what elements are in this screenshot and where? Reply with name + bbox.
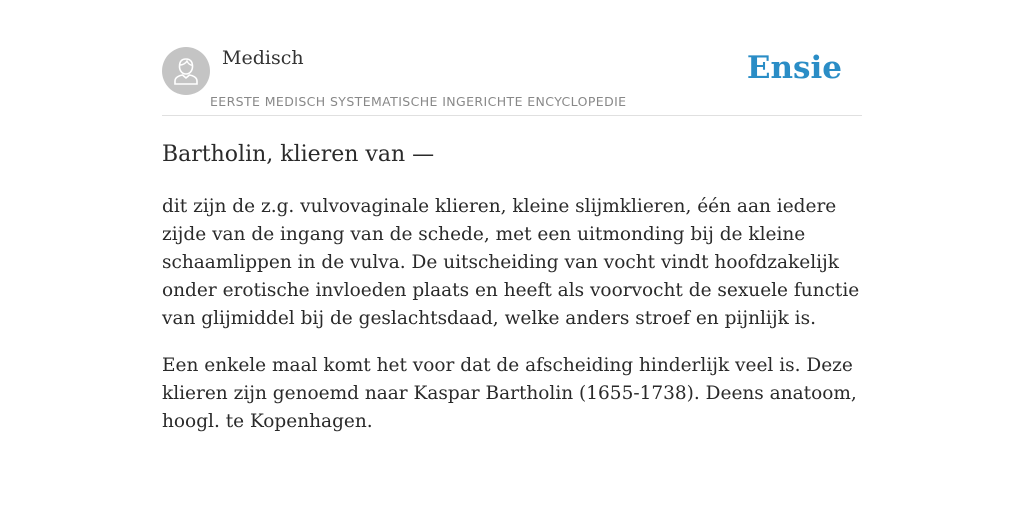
dictionary-name[interactable]: Medisch: [222, 47, 304, 69]
article-card: [162, 0, 862, 436]
user-icon: [172, 56, 200, 86]
article-paragraph: dit zijn de z.g. vulvovaginale klieren, kleine slijmklieren, één aan iedere zijde van de ingang van de schede, met een uitmonding bij de kleine schaamlippen in de vulva. De uitscheiding van vocht vindt hoofdzakelijk onder erotische invloeden plaats en heeft als voorvocht de sexuele functie van glijmiddel bij de geslachtsdaad, welke anders stroef en pijnlijk is.: [162, 196, 860, 329]
article-title: Bartholin, klieren van —: [162, 142, 435, 167]
dictionary-header: [162, 0, 862, 116]
dictionary-avatar[interactable]: [162, 47, 210, 95]
ensie-logo[interactable]: Ensie: [746, 50, 842, 86]
dictionary-subtitle: EERSTE MEDISCH SYSTEMATISCHE INGERICHTE ENCYCLOPEDIE: [210, 94, 627, 109]
article-paragraph: Een enkele maal komt het voor dat de afscheiding hinderlijk veel is. Deze klieren zijn genoemd naar Kaspar Bartholin (1655-1738). Deens anatoom, hoogl. te Kopenhagen.: [162, 355, 857, 432]
